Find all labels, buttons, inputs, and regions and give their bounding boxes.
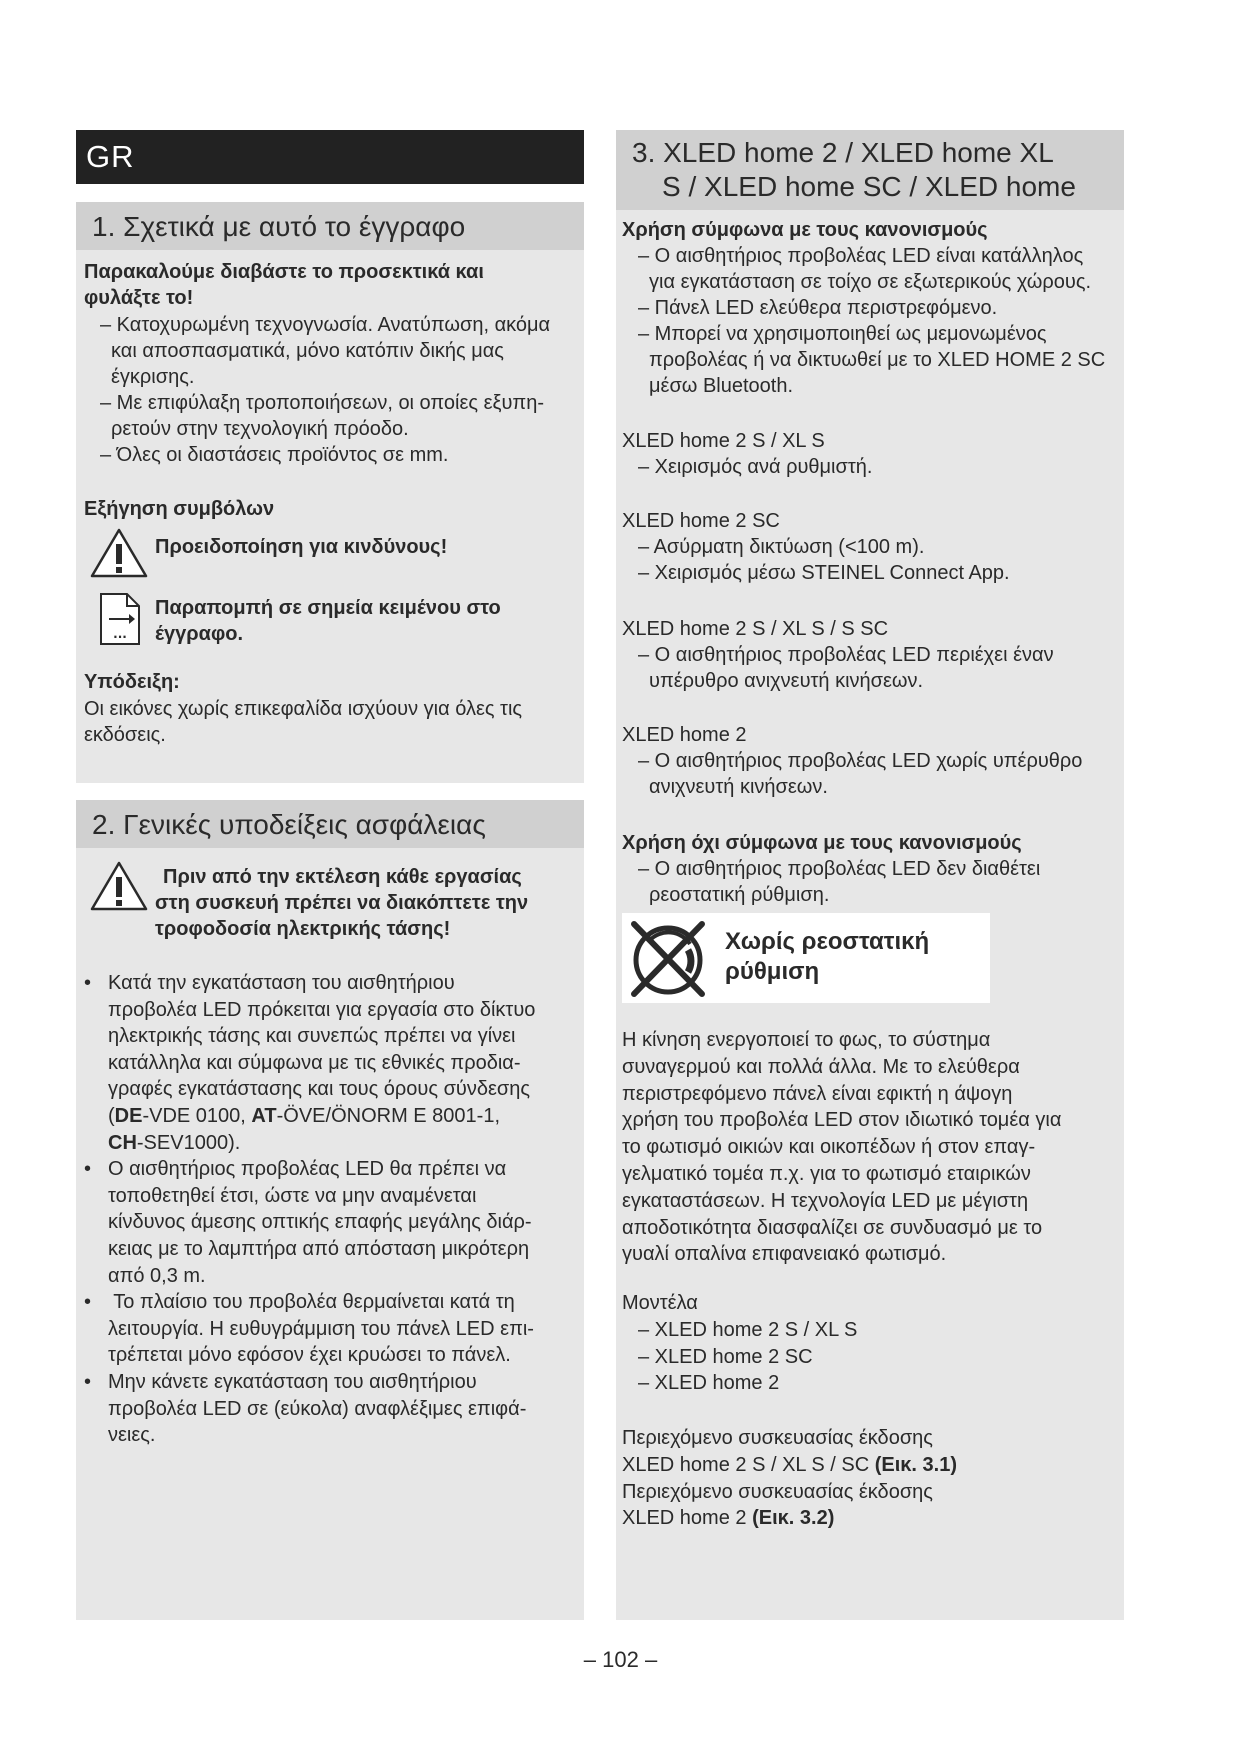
bullet-cont: κατάλληλα και σύμφωνα με τις εθνικές προδια- [108,1051,521,1074]
reference-text-line: έγγραφο. [155,623,244,645]
proper-use-heading: Χρήση σύμφωνα με τους κανονισμούς [622,219,988,241]
s3-content-top [622,217,1105,399]
list-item: – Κατοχυρωμένη τεχνογνωσία. Ανατύπωση, ακόμα [100,314,551,336]
bullet-cont: κίνδυνος άμεσης οπτικής επαφής μεγάλης διάρ- [108,1211,532,1234]
bullet-cont: νειες. [108,1424,156,1447]
no-dimmer-line: ρύθμιση [725,958,820,985]
list-item-cont: και αποσπασματικά, μόνο κατόπιν δικής μας [111,340,504,362]
hint-text [84,696,522,748]
s1-intro-line: φυλάξτε το! [84,287,194,309]
model-item: – XLED home 2 S / XL S [638,1318,858,1341]
norm-ch-text: -SEV1000). [136,1131,241,1154]
bullet-cont: από 0,3 m. [108,1264,206,1287]
list-item: – Ο αισθητήριος προβολέας LED είναι κατάλληλος [638,245,1084,267]
group-home2 [622,722,1082,800]
section-3-title [616,130,1124,210]
no-dimmer-icon [628,920,708,998]
norm-open: ( [108,1104,115,1127]
warning-triangle-icon [89,527,149,579]
list-item: – Ο αισθητήριος προβολέας LED δεν διαθέτει [638,858,1041,880]
improper-use [622,830,1040,908]
package-line: Περιεχόμενο συσκευασίας έκδοσης [622,1427,933,1449]
s2-warning-line: στη συσκευή πρέπει να διακόπτετε την [155,892,529,914]
svg-text:...: ... [113,627,127,641]
language-tag: GR [76,130,584,184]
bullet-cont: γραφές εγκατάστασης και τους όρους σύνδεσης [108,1078,531,1101]
figure-ref: (Εικ. 3.1) [874,1453,958,1476]
package-line [622,1505,957,1532]
model-item: – XLED home 2 [638,1372,780,1395]
list-item: – Ο αισθητήριος προβολέας LED περιέχει έναν [638,644,1054,666]
list-item-cont: για εγκατάσταση σε τοίχο σε εξωτερικούς χώρους. [649,271,1092,293]
list-item: – Χειρισμός μέσω STEINEL Connect App. [638,562,1010,584]
group-name: XLED home 2 S / XL S / S SC [622,618,889,640]
bullet-cont: λειτουργία. Η ευθυγράμμιση του πάνελ LED επι- [108,1317,534,1340]
s2-warning-line: Πριν από την εκτέλεση κάθε εργασίας [163,866,522,888]
hint-heading: Υπόδειξη: [84,671,180,693]
hint-line: εκδόσεις. [84,724,166,746]
list-item-cont: ανιχνευτή κινήσεων. [649,776,828,798]
desc-line: Η κίνηση ενεργοποιεί το φως, το σύστημα [622,1029,991,1051]
bullet-cont: τοποθετηθεί έτσι, ώστε να μην αναμένεται [108,1184,477,1207]
desc-line: το φωτισμό οικιών και οικοπέδων ή στον επαγ- [622,1136,1036,1159]
bullet-cont-norms [84,1103,535,1130]
warning-symbol-text: Προειδοποίηση για κινδύνους! [155,536,448,558]
group-xl-s [622,428,872,480]
s1-intro-line: Παρακαλούμε διαβάστε το προσεκτικά και [84,261,484,283]
desc-line: χρήση του προβολέα LED στον ιδιωτικό τομέα για [622,1109,1062,1132]
norm-de: DE [114,1104,143,1127]
s2-warning-line: τροφοδοσία ηλεκτρικής τάσης! [155,918,451,940]
document-reference-icon [99,592,141,646]
list-item: – Πάνελ LED ελεύθερα περιστρεφόμενο. [638,297,998,319]
norm-ch: CH [108,1131,137,1154]
warning-triangle-icon [89,860,149,912]
s2-bullets [84,970,535,1449]
bullet-symbol: • [84,972,92,994]
no-dimmer-line: Χωρίς ρεοστατική [725,928,930,955]
desc-line: γυαλί οπαλίνα επιφανειακό φωτισμό. [622,1243,947,1266]
group-name: XLED home 2 S / XL S [622,430,825,452]
desc-line: συναγερμού και πολλά άλλα. Με το ελεύθερα [622,1055,1020,1078]
list-item: – Χειρισμός ανά ρυθμιστή. [638,456,873,478]
group-sc [622,508,1010,586]
package-line: Περιεχόμενο συσκευασίας έκδοσης [622,1480,933,1503]
norm-at: AT [251,1104,277,1127]
bullet-cont: κειας με το λαμπτήρα από απόσταση μικρότερη [108,1237,530,1260]
bullet-item [84,970,535,997]
page-number: – 102 – [583,1647,658,1672]
list-item-cont: υπέρυθρο ανιχνευτή κινήσεων. [649,670,924,692]
list-item-cont: έγκρισης. [111,366,195,388]
list-item-cont: μέσω Bluetooth. [649,375,794,397]
bullet-cont: τρέπεται μόνο εφόσον έχει κρυώσει το πάνελ. [108,1344,511,1367]
list-item: – Με επιφύλαξη τροποποιήσεων, οι οποίες εξυπη- [100,392,544,414]
reference-symbol-text [155,595,501,647]
package-model: XLED home 2 S / XL S / SC [622,1453,875,1476]
hint-line: Οι εικόνες χωρίς επικεφαλίδα ισχύουν για όλες τις [84,698,523,720]
s1-intro [84,259,484,311]
section-3-title-line: S / XLED home SC / XLED home [662,171,1076,202]
bullet-cont: προβολέα LED πρόκειται για εργασία στο δίκτυο [108,998,536,1021]
no-dimmer-box [622,913,990,1003]
bullet-text: Το πλαίσιο του προβολέα θερμαίνεται κατά τη [108,1291,515,1314]
bullet-item [84,1369,535,1396]
model-item: – XLED home 2 SC [638,1345,813,1368]
desc-line: αποδοτικότητα διασφαλίζει σε συνδυασμό με το [622,1216,1043,1239]
list-item-cont: προβολέας ή να δικτυωθεί με το XLED HOME 2 SC [649,349,1106,371]
list-item: – Ασύρματη δικτύωση (<100 m). [638,536,925,558]
bullet-symbol: • [84,1291,92,1314]
section-2-title: 2. Γενικές υποδείξεις ασφάλειας [76,800,584,848]
bullet-text: Μην κάνετε εγκατάσταση του αισθητήριου [108,1370,477,1393]
no-dimmer-text [725,927,929,987]
section-3-title-line: 3. XLED home 2 / XLED home XL [632,137,1054,168]
improper-use-heading: Χρήση όχι σύμφωνα με τους κανονισμούς [622,832,1022,854]
bullet-cont: ηλεκτρικής τάσης και συνεπώς πρέπει να γίνει [108,1025,516,1048]
list-item-cont: ρεοστατική ρύθμιση. [649,884,830,906]
bullet-cont-norms [84,1130,535,1157]
s3-description [622,1027,1061,1268]
bullet-symbol: • [84,1370,92,1393]
s2-warning [155,864,528,942]
list-item: – Ο αισθητήριος προβολέας LED χωρίς υπέρυθρο [638,750,1083,772]
bullet-symbol: • [84,1158,92,1181]
list-item: – Μπορεί να χρησιμοποιηθεί ως μεμονωμένος [638,323,1047,345]
symbols-heading: Εξήγηση συμβόλων [84,498,275,520]
norm-de-text: -VDE 0100, [142,1104,252,1127]
group-name: XLED home 2 SC [622,510,780,532]
list-item: – Όλες οι διαστάσεις προϊόντος σε mm. [100,444,449,466]
list-item-cont: ρετούν στην τεχνολογική πρόοδο. [111,418,409,440]
bullet-text: Ο αισθητήριος προβολέας LED θα πρέπει να [108,1158,507,1181]
figure-ref: (Εικ. 3.2) [752,1507,835,1530]
group-name: XLED home 2 [622,724,747,746]
package-line [622,1452,957,1479]
reference-text-line: Παραπομπή σε σημεία κειμένου στο [155,597,501,619]
models-heading: Μοντέλα [622,1292,698,1314]
bullet-cont: προβολέα LED σε (εύκολα) αναφλέξιμες επιφά- [108,1397,527,1420]
desc-line: περιστρεφόμενο πάνελ είναι εφικτή η άψογη [622,1082,1013,1105]
group-s-ssc [622,616,1054,694]
bullet-item [84,1156,535,1183]
bullet-text: Κατά την εγκατάσταση του αισθητήριου [108,972,455,994]
desc-line: εγκαταστάσεων. Η τεχνολογία LED με μέγιστη [622,1189,1029,1212]
section-1-title: 1. Σχετικά με αυτό το έγγραφο [76,202,584,250]
package-model: XLED home 2 [622,1507,753,1530]
bullet-item [84,1289,535,1316]
s1-items [84,312,550,468]
desc-line: γελματικό τομέα π.χ. για το φωτισμό εταιρικών [622,1162,1031,1185]
s3-package [622,1425,957,1532]
norm-at-text: -ÖVE/ÖNORM E 8001-1, [276,1104,501,1127]
s3-models [622,1290,857,1397]
